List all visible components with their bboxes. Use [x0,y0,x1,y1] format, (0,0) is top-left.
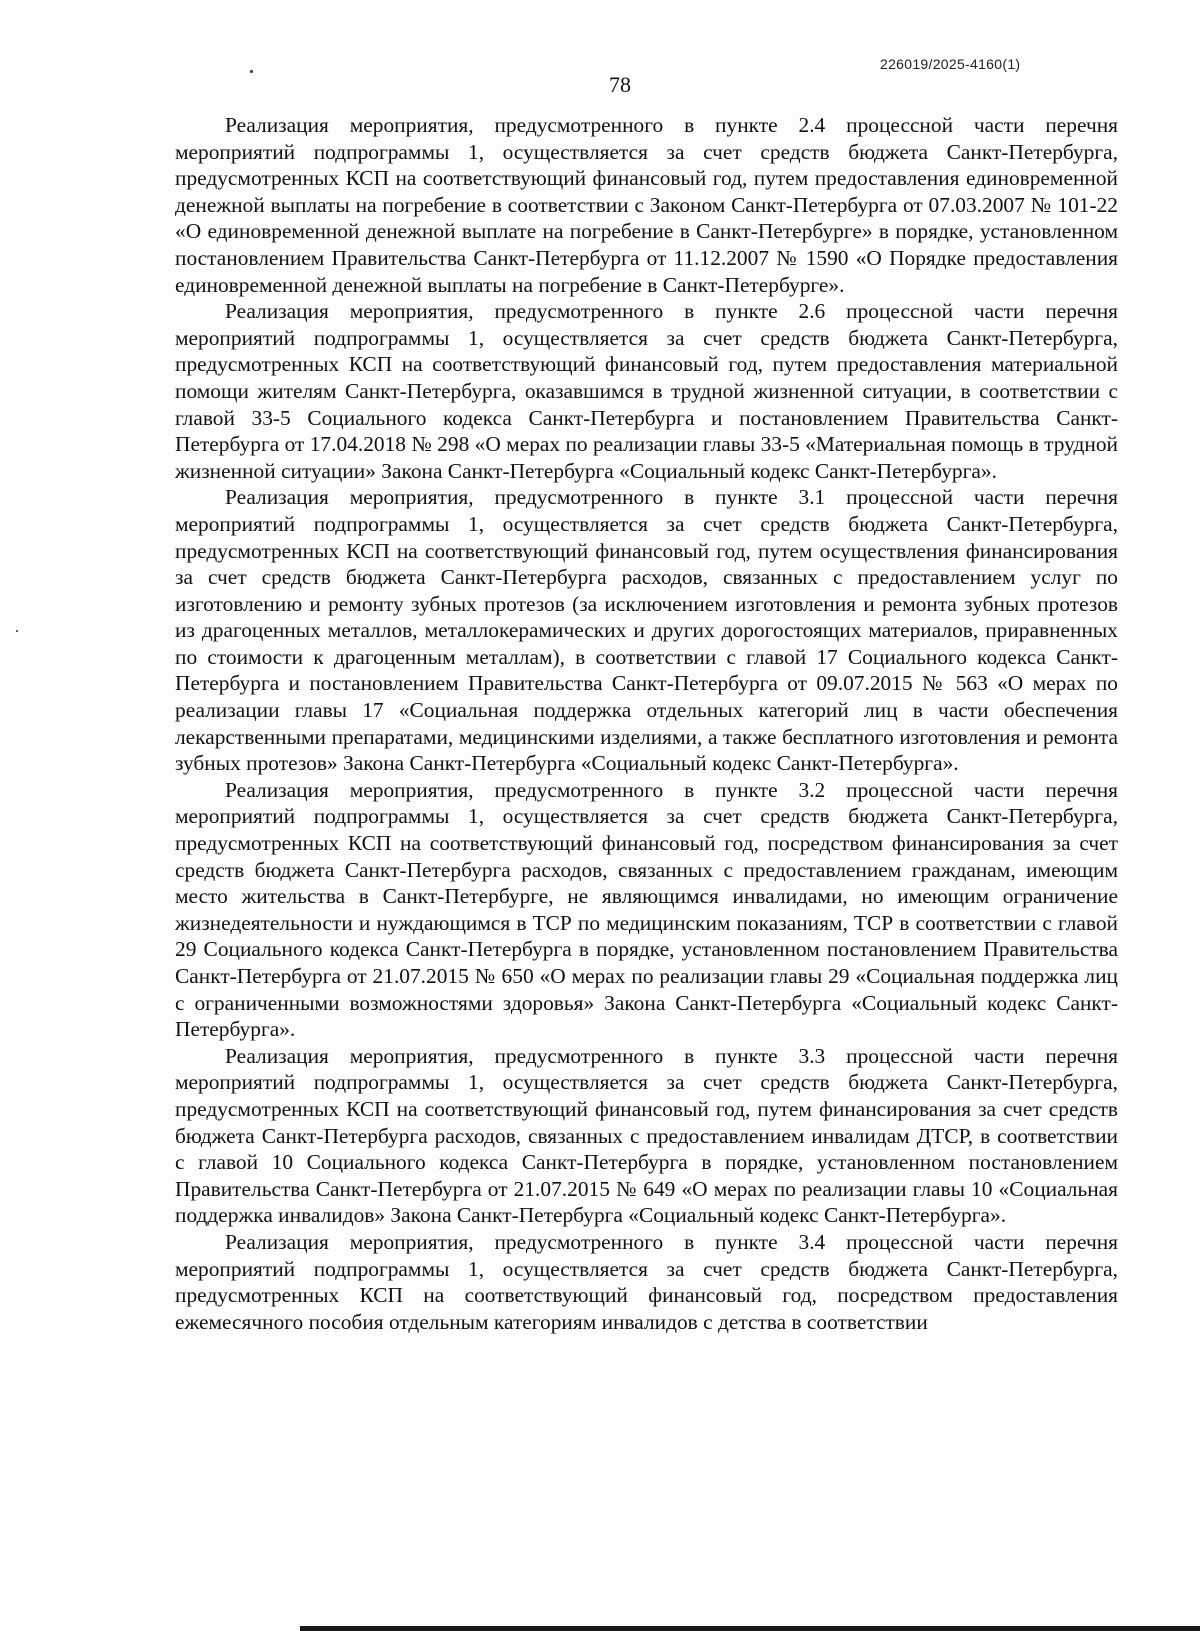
paragraph: Реализация мероприятия, предусмотренного в пункте 2.6 процессной части перечня мероприятий подпрограммы 1, осуществляется за счет средств бюджета Санкт-Петербурга, предусмотренных КСП на соответствующий финансовый год, путем предоставления материальной помощи жителям Санкт-Петербурга, оказавшимся в трудной жизненной ситуации, в соответствии с главой 33-5 Социального кодекса Санкт-Петербурга и постановлением Правительства Санкт-Петербурга от 17.04.2018 № 298 «О мерах по реализации главы 33-5 «Материальная помощь в трудной жизненной ситуации» Закона Санкт-Петербурга «Социальный кодекс Санкт-Петербурга». [175,299,1118,483]
scan-speck [16,630,18,632]
paragraph: Реализация мероприятия, предусмотренного в пункте 3.3 процессной части перечня мероприятий подпрограммы 1, осуществляется за счет средств бюджета Санкт-Петербурга, предусмотренных КСП на соответствующий финансовый год, путем финансирования за счет средств бюджета Санкт-Петербурга расходов, связанных с предоставлением инвалидам ДТСР, в соответствии с главой 10 Социального кодекса Санкт-Петербурга в порядке, установленном постановлением Правительства Санкт-Петербурга от 21.07.2015 № 649 «О мерах по реализации главы 10 «Социальная поддержка инвалидов» Закона Санкт-Петербурга «Социальный кодекс Санкт-Петербурга». [175,1043,1118,1228]
document-body [175,112,1118,1335]
paragraph: Реализация мероприятия, предусмотренного в пункте 3.1 процессной части перечня мероприятий подпрограммы 1, осуществляется за счет средств бюджета Санкт-Петербурга, предусмотренных КСП на соответствующий финансовый год, путем осуществления финансирования за счет средств бюджета Санкт-Петербурга расходов, связанных с предоставлением услуг по изготовлению и ремонту зубных протезов (за исключением изготовления и ремонта зубных протезов из драгоценных металлов, металлокерамических и других дорогостоящих материалов, приравненных по стоимости к драгоценным металлам), в соответствии с главой 17 Социального кодекса Санкт-Петербурга и постановлением Правительства Санкт-Петербурга от 09.07.2015 № 563 «О мерах по реализации главы 17 «Социальная поддержка отдельных категорий лиц в части обеспечения лекарственными препаратами, медицинскими изделиями, а также бесплатного изготовления и ремонта зубных протезов» Закона Санкт-Петербурга «Социальный кодекс Санкт-Петербурга». [175,485,1118,776]
paragraph: Реализация мероприятия, предусмотренного в пункте 2.4 процессной части перечня мероприятий подпрограммы 1, осуществляется за счет средств бюджета Санкт-Петербурга, предусмотренных КСП на соответствующий финансовый год, путем предоставления единовременной денежной выплаты на погребение в соответствии с Законом Санкт-Петербурга от 07.03.2007 № 101-22 «О единовременной денежной выплате на погребение в Санкт-Петербурге» в порядке, установленном постановлением Правительства Санкт-Петербурга от 11.12.2007 № 1590 «О Порядке предоставления единовременной денежной выплаты на погребение в Санкт-Петербурге». [175,113,1118,297]
paragraph: Реализация мероприятия, предусмотренного в пункте 3.4 процессной части перечня мероприятий подпрограммы 1, осуществляется за счет средств бюджета Санкт-Петербурга, предусмотренных КСП на соответствующий финансовый год, посредством предоставления ежемесячного пособия отдельным категориям инвалидов с детства в соответствии [175,1229,1118,1334]
paragraph: Реализация мероприятия, предусмотренного в пункте 3.2 процессной части перечня мероприятий подпрограммы 1, осуществляется за счет средств бюджета Санкт-Петербурга, предусмотренных КСП на соответствующий финансовый год, посредством финансирования за счет средств бюджета Санкт-Петербурга расходов, связанных с предоставлением гражданам, имеющим место жительства в Санкт-Петербурге, не являющимся инвалидами, но имеющим ограничение жизнедеятельности и нуждающимся в ТСР по медицинским показаниям, ТСР в соответствии с главой 29 Социального кодекса Санкт-Петербурга в порядке, установленном постановлением Правительства Санкт-Петербурга от 21.07.2015 № 650 «О мерах по реализации главы 29 «Социальная поддержка лиц с ограниченными возможностями здоровья» Закона Санкт-Петербурга «Социальный кодекс Санкт-Петербурга». [175,777,1118,1042]
page-number: 78 [609,72,631,97]
scan-edge-line [300,1626,1200,1631]
scan-speck [250,70,253,73]
document-id: 226019/2025-4160(1) [880,56,1021,72]
